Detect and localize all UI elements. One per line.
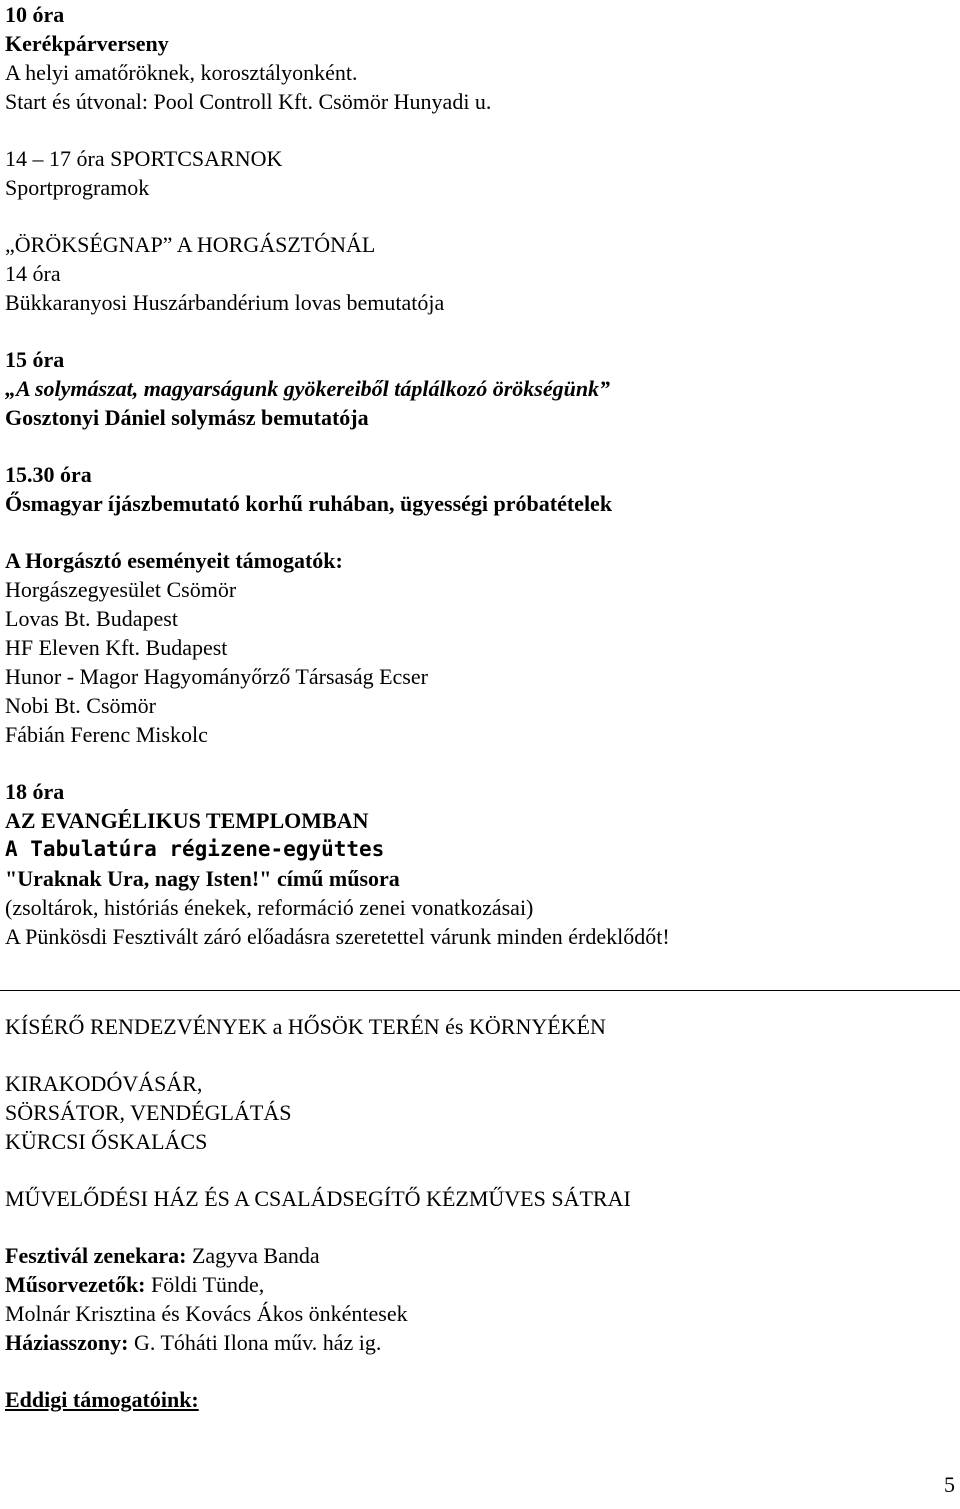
falconry-presenter: Gosztonyi Dániel solymász bemutatója — [5, 405, 369, 430]
sports-hall-section — [5, 144, 955, 202]
sponsor-item: Hunor - Magor Hagyományőrző Társaság Ecser — [5, 664, 428, 689]
heritage-day-section — [5, 230, 955, 317]
hosts-value: Földi Tünde, — [145, 1272, 265, 1297]
side-events-heading: KÍSÉRŐ RENDEZVÉNYEK a HŐSÖK TERÉN és KÖRNYÉKÉN — [5, 1014, 606, 1039]
sponsor-item: Nobi Bt. Csömör — [5, 693, 156, 718]
festival-band-label: Fesztivál zenekara: — [5, 1243, 187, 1268]
hussar-show: Bükkaranyosi Huszárbandérium lovas bemutatója — [5, 290, 445, 315]
archery-show: Ősmagyar íjászbemutató korhű ruhában, ügyességi próbatételek — [5, 491, 613, 516]
lake-sponsors-section — [5, 546, 955, 749]
concert-invitation: A Pünkösdi Fesztivált záró előadásra szeretettel várunk minden érdeklődőt! — [5, 924, 670, 949]
crafts-tents: MŰVELŐDÉSI HÁZ ÉS A CSALÁDSEGÍTŐ KÉZMŰVES SÁTRAI — [5, 1186, 631, 1211]
side-event-item: KIRAKODÓVÁSÁR, — [5, 1071, 203, 1096]
sponsor-item: Lovas Bt. Budapest — [5, 606, 178, 631]
archery-section — [5, 460, 955, 518]
concert-program-title: "Uraknak Ura, nagy Isten!" című műsora — [5, 866, 400, 891]
cycling-title: Kerékpárverseny — [5, 31, 169, 56]
hosts-line-2: Molnár Krisztina és Kovács Ákos önkéntesek — [5, 1301, 408, 1326]
archery-time: 15.30 óra — [5, 462, 92, 487]
horizontal-divider — [0, 990, 960, 991]
heritage-day-heading: „ÖRÖKSÉGNAP” A HORGÁSZTÓNÁL — [5, 232, 376, 257]
credits-section — [5, 1241, 955, 1357]
sports-programs: Sportprogramok — [5, 175, 150, 200]
hostess-label: Háziasszony: — [5, 1330, 129, 1355]
page-number: 5 — [944, 1472, 955, 1497]
sponsor-item: Fábián Ferenc Miskolc — [5, 722, 208, 747]
concert-description: (zsoltárok, históriás énekek, reformáció zenei vonatkozásai) — [5, 895, 534, 920]
side-events-section — [5, 1012, 955, 1213]
falconry-quote: „A solymászat, magyarságunk gyökereiből táplálkozó örökségünk” — [5, 376, 611, 401]
cycling-description: A helyi amatőröknek, korosztályonként. — [5, 60, 358, 85]
cycling-route: Start és útvonal: Pool Controll Kft. Csömör Hunyadi u. — [5, 89, 492, 114]
sports-hall-heading: 14 – 17 óra SPORTCSARNOK — [5, 146, 283, 171]
falconry-time: 15 óra — [5, 347, 65, 372]
festival-band-value: Zagyva Banda — [186, 1243, 320, 1268]
sponsor-item: Horgászegyesület Csömör — [5, 577, 237, 602]
hosts-line — [5, 1270, 955, 1299]
concert-time: 18 óra — [5, 779, 65, 804]
supporters-heading: Eddigi támogatóink: — [5, 1387, 199, 1412]
falconry-section — [5, 345, 955, 432]
concert-ensemble: A Tabulatúra régizene-együttes — [5, 837, 385, 861]
cycling-race-section — [5, 0, 955, 116]
hosts-label: Műsorvezetők: — [5, 1272, 146, 1297]
hostess-value: G. Tóháti Ilona műv. ház ig. — [128, 1330, 382, 1355]
sponsor-item: HF Eleven Kft. Budapest — [5, 635, 228, 660]
hostess-line — [5, 1328, 955, 1357]
document-page — [5, 0, 955, 1414]
festival-band-line — [5, 1241, 955, 1270]
side-event-item: KÜRCSI ŐSKALÁCS — [5, 1129, 208, 1154]
hussar-time: 14 óra — [5, 261, 61, 286]
cycling-time: 10 óra — [5, 2, 65, 27]
concert-venue: AZ EVANGÉLIKUS TEMPLOMBAN — [5, 808, 369, 833]
church-concert-section — [5, 777, 955, 951]
side-event-item: SÖRSÁTOR, VENDÉGLÁTÁS — [5, 1100, 292, 1125]
lake-sponsors-heading: A Horgásztó eseményeit támogatók: — [5, 548, 343, 573]
